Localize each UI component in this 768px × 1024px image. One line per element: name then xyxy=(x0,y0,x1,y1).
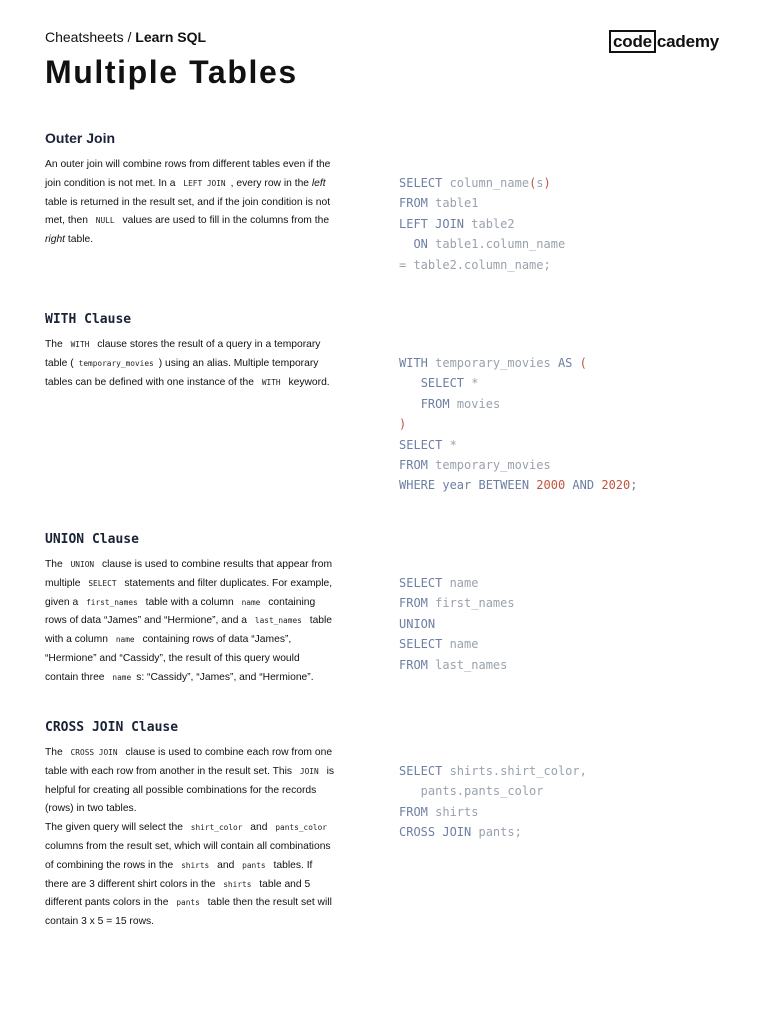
inline-code: first_names xyxy=(86,597,138,607)
inline-code: shirt_color xyxy=(190,823,243,833)
codecademy-logo[interactable] xyxy=(609,32,719,52)
inline-code: SELECT xyxy=(88,578,117,588)
inline-code: pants_color xyxy=(275,823,327,833)
page-title: Multiple Tables xyxy=(45,54,298,90)
inline-code: JOIN xyxy=(299,766,319,776)
inline-code: name xyxy=(115,635,135,645)
section-paragraph-with-clause: The WITH clause stores the result of a query in a temporary table ( temporary_movies ) using an alias. Multiple temporary tables can be defined with one instance of the WITH keyword. xyxy=(45,339,330,388)
inline-code: name xyxy=(241,597,261,607)
breadcrumb xyxy=(45,29,206,45)
inline-code: WITH xyxy=(70,340,90,349)
breadcrumb-separator: / xyxy=(123,29,136,45)
inline-code: NULL xyxy=(95,216,115,226)
logo-code-box: code xyxy=(609,30,656,53)
heading-keyword: CROSS JOIN Clause xyxy=(45,720,179,735)
section-heading-outer-join: Outer Join xyxy=(45,130,116,146)
inline-code: name xyxy=(112,672,132,682)
inline-code: WITH xyxy=(261,377,281,387)
code-block-union-clause: SELECT name FROM first_names UNION SELECT name FROM last_names xyxy=(399,576,515,672)
inline-code: shirts xyxy=(181,860,210,870)
logo-cademy-text: cademy xyxy=(656,32,720,51)
breadcrumb-current[interactable]: Learn SQL xyxy=(135,29,207,45)
code-block-outer-join: SELECT column_name(s) FROM table1 LEFT JOIN table2 ON table1.column_name = table2.column_name; xyxy=(399,176,566,272)
inline-code: pants xyxy=(176,898,200,908)
section-paragraph-cross-join-clause: The CROSS JOIN clause is used to combine each row from one table with each row from another in the result set. This JOIN is helpful for creating all possible combinations for the records (rows) in two tables. The given query will select the shirt_color and pants_color columns from the result set, which will contain all combinations of combining the rows in the shirts and pants tables. If there are 3 different shirt colors in the shirts table and 5 different pants colors in the pants table then the result set will contain 3 x 5 = 15 rows. xyxy=(45,747,335,928)
breadcrumb-cheatsheets-link[interactable]: Cheatsheets xyxy=(45,29,124,45)
section-heading-union-clause xyxy=(45,530,139,547)
section-paragraph-union-clause: The UNION clause is used to combine results that appear from multiple SELECT statements and filter duplicates. For example, given a first_names table with a column name containing rows of data “James” and “Hermione”, and a last_names table with a column name containing rows of data “James”, “Hermione” and “Cassidy”, the result of this query would contain three name s: “Cassidy”, “James”, and “Hermione”. xyxy=(45,559,333,683)
inline-code: pants xyxy=(242,860,266,870)
heading-keyword: WITH Clause xyxy=(45,312,132,327)
inline-code: CROSS JOIN xyxy=(70,748,118,757)
inline-code: shirts xyxy=(223,879,252,889)
code-block-with-clause: WITH temporary_movies AS ( SELECT * FROM movies ) SELECT * FROM temporary_movies WHERE year BETWEEN 2000 AND 2020; xyxy=(399,356,638,493)
inline-code: LEFT JOIN xyxy=(183,178,226,188)
inline-code: UNION xyxy=(70,560,95,569)
code-block-cross-join-clause: SELECT shirts.shirt_color, pants.pants_color FROM shirts CROSS JOIN pants; xyxy=(399,764,587,840)
inline-code: last_names xyxy=(254,616,302,626)
section-paragraph-outer-join: An outer join will combine rows from different tables even if the join condition is not met. In a LEFT JOIN , every row in the left table is returned in the result set, and if the join condition is not met, then NULL values are used to fill in the columns from the right table. xyxy=(45,159,331,246)
section-heading-cross-join-clause xyxy=(45,718,178,735)
heading-keyword: UNION Clause xyxy=(45,532,139,547)
inline-code: temporary_movies xyxy=(78,358,154,368)
section-heading-with-clause xyxy=(45,310,131,327)
